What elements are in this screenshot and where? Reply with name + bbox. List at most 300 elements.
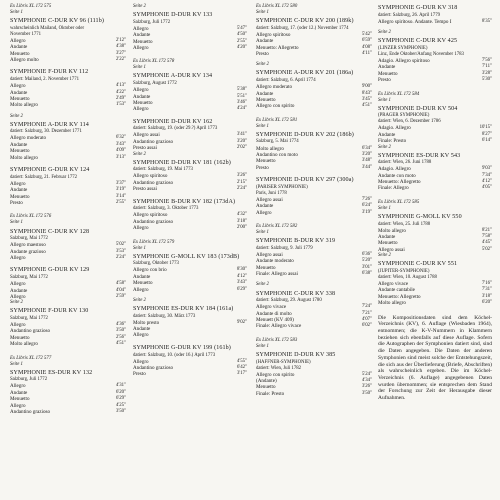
spacer [256, 330, 372, 338]
column-2 [133, 4, 247, 378]
movement-duration: 5'30" [481, 77, 492, 83]
symphony-title: SYMPHONIE A-DUR KV 134 [133, 73, 213, 80]
movement-duration: 6'32" [115, 135, 126, 141]
movement-duration: 4'05" [481, 185, 492, 191]
movement-name: Adagio. Allegro [378, 166, 411, 173]
movement-duration: 4'12" [236, 273, 247, 279]
symphony-info: Salzburg, Mai 1772 [10, 236, 48, 242]
movement-name: Allegro [133, 106, 149, 113]
symphony-info: Salzburg, Oktober 1773 [133, 261, 179, 267]
symphony-info: datiert: Salzburg, 9. Juli 1779 [256, 245, 313, 251]
movement-name: Allegro spiritoso [133, 212, 168, 219]
movement-duration: 4'51" [115, 341, 126, 347]
movement-row [133, 371, 247, 377]
movement-duration: 4'51" [361, 103, 372, 109]
movement-duration: 2'24" [236, 186, 247, 192]
symphony-title: SYMPHONIE G-DUR KV 318 [378, 5, 458, 11]
movement-duration: 6'29" [115, 396, 126, 402]
symphony-title: SYMPHONIE C-DUR KV 425 [378, 38, 458, 45]
movement-name: Finale: Presto [256, 390, 285, 397]
movement-name: Andante moderato [256, 258, 294, 265]
movement-duration: 5'02" [481, 246, 492, 252]
movement-duration: 4'24" [236, 106, 247, 112]
symphony-info: datiert: Wien, 26. Juni 1788 [378, 160, 432, 166]
movement-name: Allegro [256, 209, 272, 216]
movement-name: Andante grazioso [10, 248, 46, 255]
movement-duration: 3'19" [361, 209, 372, 215]
spacer [378, 84, 492, 92]
movement-name: Andantino con moto [256, 151, 298, 158]
symphony-title: SYMPHONIE B-DUR KV 182 (173dA) [133, 198, 236, 205]
movement-name: Allegro spiritoso. Andante. Tempo I [378, 18, 452, 25]
record-side-label: Seite 1 [256, 123, 269, 129]
movement-name: Andante [10, 287, 28, 294]
movement-duration: 3'20" [361, 151, 372, 157]
movement-duration: 8'35" [481, 18, 492, 24]
movement-name: Andantino grazioso [133, 218, 174, 225]
record-side-label: Seite 2 [378, 30, 391, 36]
record-side-label: Seite 2 [378, 144, 391, 150]
movement-name: Finale: Allegro assai [256, 271, 298, 278]
record-side-label: Seite 1 [133, 65, 146, 71]
movement-name: Andante con moto [378, 172, 416, 179]
movement-duration: 2'49" [115, 95, 126, 101]
movement-name: Allegro [133, 358, 149, 365]
record-side-label: Seite 1 [378, 205, 391, 211]
movement-duration: 3'28" [481, 70, 492, 76]
record-side-label: Seite 2 [378, 253, 391, 259]
symphony-title: SYMPHONIE B-DUR KV 319 [256, 238, 336, 245]
movement-name: Presto [378, 77, 391, 84]
movement-name: Menuetto [10, 396, 30, 403]
movement-name: Molto allegro [378, 300, 406, 307]
movement-name: Molto allegro [10, 154, 38, 161]
symphony-title: SYMPHONIE C-DUR KV 551 [378, 261, 458, 268]
symphony-info: Salzburg, August 1772 [133, 81, 177, 87]
column-3 [256, 4, 372, 397]
symphony-info: datiert: Salzburg, 21. Februar 1772 [10, 174, 78, 180]
movement-duration: 6'29" [236, 286, 247, 292]
movement-name: Allegro [133, 44, 149, 51]
movement-name: Allegro moderato [256, 84, 293, 91]
spacer [256, 110, 372, 118]
movement-name: Allegro [10, 383, 26, 390]
movement-name: Allegro [133, 87, 149, 94]
movement-duration: 8'30" [236, 267, 247, 273]
movement-duration: 4'55" [236, 358, 247, 364]
movement-duration: 6'20" [481, 300, 492, 306]
movement-duration: 4'22" [115, 89, 126, 95]
symphony-title: SYMPHONIE ES-DUR KV 132 [10, 369, 93, 376]
record-side-label: Seite 1 [256, 343, 269, 349]
record-catalog-number: Ex Libris XL 172 575 [10, 4, 52, 9]
movement-duration: 3'43" [236, 280, 247, 286]
movement-name: Adagio. Allegro [378, 125, 411, 132]
movement-duration: 6'36" [361, 251, 372, 257]
spacer [10, 161, 126, 166]
column-4 [378, 4, 492, 402]
movement-duration: 4'20" [236, 44, 247, 50]
movement-duration: 9'02" [236, 319, 247, 325]
symphony-title: SYMPHONIE ES-DUR KV 184 (161a) [133, 305, 234, 312]
movement-name: Menuetto [378, 240, 398, 247]
movement-duration: 2'22" [115, 57, 126, 63]
record-catalog-number: Ex Libris XL 172 580 [256, 4, 298, 9]
movement-name: Menuetto [10, 50, 30, 57]
record-side-label: Seite 2 [133, 4, 146, 9]
record-side-label: Seite 1 [378, 97, 391, 103]
movement-name: Andante [133, 326, 151, 333]
movement-name: Allegro [10, 83, 26, 90]
symphony-title: SYMPHONIE D-DUR KV 133 [133, 12, 213, 19]
movement-duration: 3'48" [361, 158, 372, 164]
symphony-title: SYMPHONIE G-DUR KV 129 [10, 267, 90, 274]
movement-name: Menuetto [256, 158, 276, 165]
movement-duration: 3'41" [236, 132, 247, 138]
movement-name: Andante [133, 273, 151, 280]
movement-name: Allegro con brio [133, 267, 167, 274]
symphony-title: SYMPHONIE G-MOLL KV 550 [378, 213, 462, 220]
movement-name: Menuetto [256, 264, 276, 271]
movement-name: Andante [10, 389, 28, 396]
movement-duration: 3'50" [361, 390, 372, 396]
movement-name: Menuetto [378, 70, 398, 77]
movement-name: Menuett (KV 409) [256, 317, 294, 324]
record-catalog-number: Ex Libris XL 172 577 [10, 355, 52, 361]
movement-name: Menuetto [10, 334, 30, 341]
movement-name: Presto [133, 371, 146, 378]
movement-name: Allegro assai [378, 246, 405, 253]
movement-name: Andante [133, 32, 151, 39]
symphony-title: SYMPHONIE A-DUR KV 114 [10, 121, 89, 128]
movement-duration: 5'42" [361, 31, 372, 37]
spacer [10, 348, 126, 356]
movement-name: Andante [378, 64, 396, 71]
symphony-title: SYMPHONIE ES-DUR KV 543 [378, 152, 461, 159]
movement-name: Andante [10, 187, 28, 194]
movement-name: Menuetto [133, 38, 153, 45]
movement-name: Andante [10, 89, 28, 96]
movement-duration: 3'01" [361, 264, 372, 270]
movement-duration: 5'51" [236, 93, 247, 99]
movement-name: Allegro vivace [378, 281, 409, 288]
movement-name: Presto assai [133, 145, 157, 152]
movement-name: Allegro assai [256, 196, 283, 203]
movement-name: Finale: Allegro [378, 185, 409, 192]
symphony-info: wahrscheinlich Mailand, Oktober oder [10, 25, 85, 31]
symphony-info: November 1771 [10, 31, 42, 37]
spacer [378, 307, 492, 315]
symphony-info: datiert: Salzburg, 19. Mai 1773 [133, 167, 193, 173]
movement-name: Andantino grazioso [133, 179, 174, 186]
movement-duration: 2'00" [236, 225, 247, 231]
movement-duration: 7'26" [361, 196, 372, 202]
movement-duration: 4'34" [361, 378, 372, 384]
movement-name: Andante [256, 38, 274, 45]
movement-name: Andantino grazioso [133, 138, 174, 145]
movement-name: Molto allegro [378, 227, 406, 234]
movement-name: Allegro [133, 25, 149, 32]
record-catalog-number: Ex Libris XL 172 581 [256, 117, 298, 123]
movement-duration: 6'34" [361, 145, 372, 151]
movement-duration: 3'43" [115, 141, 126, 147]
movement-name: Molto allegro [10, 102, 38, 109]
symphony-info: Salzburg, Juli 1772 [10, 377, 48, 383]
movement-duration: 9'00" [361, 84, 372, 90]
movement-duration: 4'45" [481, 240, 492, 246]
record-catalog-number: Ex Libris XL 172 584 [378, 91, 420, 97]
movement-duration: 3'14" [115, 193, 126, 199]
movement-name: Allegro spiritoso [133, 173, 168, 180]
movement-duration: 2'59" [115, 293, 126, 299]
movement-duration: 1'53" [115, 102, 126, 108]
movement-name: Andantino grazioso [10, 328, 51, 335]
symphony-title: SYMPHONIE C-DUR KV 338 [256, 290, 336, 297]
symphony-info: (PARISER SYMPHONIE) [256, 184, 308, 190]
spacer [10, 206, 126, 214]
movement-name: Allegro [10, 293, 26, 300]
spacer [133, 113, 247, 118]
symphony-info: Salzburg, Mai 1772 [10, 275, 48, 281]
symphony-info: datiert: Salzburg, 3. Oktober 1773 [133, 206, 199, 212]
movement-name: Menuetto: Allegretto [378, 179, 421, 186]
symphony-title: SYMPHONIE D-DUR KV 162 [133, 118, 213, 125]
movement-duration: 7'11" [482, 64, 492, 70]
movement-name: Menuetto [10, 193, 30, 200]
record-side-label: Seite 2 [10, 113, 23, 119]
movement-duration: 4'12" [481, 179, 492, 185]
movement-duration: 3'50" [115, 328, 126, 334]
symphony-info: datiert: Salzburg, 10. (oder 16.) April 1773 [133, 352, 216, 358]
symphony-info: Linz, Ende Oktober/Anfang November 1783 [378, 51, 464, 57]
movement-name: Allegro maestoso [10, 242, 46, 249]
movement-name: Menuetto [133, 99, 153, 106]
movement-duration: 3'20" [236, 138, 247, 144]
movement-name: Allegro [10, 322, 26, 329]
movement-name: Menuetto [256, 384, 276, 391]
symphony-info: (JUPITER-SYMPHONIE) [378, 268, 430, 274]
movement-duration: 5'47" [236, 25, 247, 31]
movement-duration: 6'42" [236, 365, 247, 370]
record-catalog-number: Ex Libris XL 172 579 [133, 239, 175, 245]
movement-name: Menuetto [256, 96, 276, 103]
record-side-label: Seite 2 [256, 62, 269, 68]
movement-duration: 3'26" [236, 173, 247, 179]
movement-duration: 8'21" [481, 227, 492, 233]
movement-duration: 2'55" [236, 38, 247, 44]
symphony-info: datiert: Wien, Juli 1782 [256, 365, 302, 371]
movement-duration: 3'18" [236, 218, 247, 224]
movement-name: Allegro [133, 286, 149, 293]
movement-duration: 4'25" [115, 402, 126, 408]
movement-duration: 3'46" [236, 99, 247, 105]
movement-name: (Andante) [256, 378, 277, 385]
movement-duration: 7'24" [361, 304, 372, 310]
record-side-label: Seite 1 [10, 361, 23, 367]
symphony-title: SYMPHONIE A-DUR KV 201 (186a) [256, 70, 354, 77]
movement-duration: 4'32" [236, 212, 247, 218]
symphony-info: datiert: Salzburg, 30. Dezember 1771 [10, 129, 82, 135]
movement-name: Allegro [10, 37, 26, 44]
movement-duration: 4'08" [361, 44, 372, 50]
record-side-label: Seite 2 [133, 151, 146, 157]
record-side-label: Seite 2 [256, 282, 269, 288]
movement-duration: 6'02" [361, 323, 372, 329]
movement-name: Presto [10, 200, 23, 207]
movement-duration: 6'59" [361, 38, 372, 44]
movement-duration: 3'18" [481, 293, 492, 299]
spacer [133, 339, 247, 344]
movement-duration: 2'56" [115, 334, 126, 340]
symphony-info: Salzburg, Mai 1772 [10, 316, 48, 322]
movement-duration: 7'56" [481, 57, 492, 63]
movement-name: Allegro molto [10, 57, 39, 64]
movement-duration: 4'36" [115, 322, 126, 328]
spacer [10, 63, 126, 68]
movement-name: Menuetto [10, 95, 30, 102]
movement-name: Allegro [10, 180, 26, 187]
record-side-label: Seite 1 [10, 220, 23, 226]
symphony-info: datiert: Wien, 25. Juli 1788 [378, 221, 431, 227]
movement-duration: 4'04" [115, 287, 126, 293]
movement-name: Allegro [133, 225, 149, 232]
symphony-info: datiert: Wien, 10. August 1788 [378, 275, 437, 280]
movement-name: Finale: Allegro vivace [256, 323, 302, 330]
movement-duration: 4'58" [115, 281, 126, 287]
movement-duration: 2'55" [115, 200, 126, 206]
movement-name: Molto presto [133, 319, 160, 326]
record-catalog-number: Ex Libris XL 172 583 [256, 337, 298, 343]
movement-duration: 6'14" [481, 138, 492, 144]
movement-duration: 9'03" [481, 166, 492, 172]
record-side-label: Seite 1 [133, 245, 146, 251]
movement-duration: 4'13" [115, 83, 126, 89]
movement-name: Andante di molto [256, 310, 292, 317]
movement-duration: 8'43" [361, 90, 372, 96]
movement-duration: 4'50" [236, 32, 247, 38]
movement-duration: 5'24" [361, 371, 372, 377]
movement-duration: 10'15" [479, 125, 492, 131]
symphony-info: datiert: Wien, 6. Dezember 1786 [378, 119, 441, 125]
movement-name: Adagio. Allegro spiritoso [378, 57, 430, 64]
movement-duration: 7'31" [481, 287, 492, 293]
movement-duration: 7'21" [361, 310, 372, 316]
symphony-info: datiert: Salzburg, 6. April 1774 [256, 78, 316, 84]
record-side-label: Seite 2 [10, 300, 23, 306]
spacer [133, 232, 247, 240]
movement-name: Presto [256, 50, 269, 57]
symphony-title: SYMPHONIE D-DUR KV 181 (162b) [133, 159, 231, 166]
symphony-title: SYMPHONIE D-DUR KV 202 (186b) [256, 131, 354, 138]
symphony-info: (HAFFNER-SYMPHONIE) [256, 359, 311, 365]
movement-duration: 3'26" [361, 384, 372, 390]
symphony-info: Salzburg, Juli 1772 [133, 19, 171, 25]
movement-duration: 3'53" [115, 248, 126, 254]
symphony-info: datiert: Mailand, 2. November 1771 [10, 77, 80, 83]
movement-duration: 3'27" [115, 50, 126, 56]
column-1 [10, 4, 126, 416]
movement-name: Allegro [133, 332, 149, 339]
movement-name: Molto allegro [256, 145, 284, 152]
movement-name: Allegro spiritoso [256, 31, 291, 38]
movement-name: Andante [378, 131, 396, 138]
movement-duration: 3'13" [115, 154, 126, 160]
movement-duration: 7'34" [481, 172, 492, 178]
movement-duration: 6'38" [361, 271, 372, 277]
record-side-label: Seite 1 [10, 10, 23, 16]
symphony-title: SYMPHONIE C-DUR KV 200 (189k) [256, 18, 354, 25]
spacer [133, 51, 247, 59]
record-catalog-number: Ex Libris XL 172 582 [256, 224, 298, 230]
symphony-title: SYMPHONIE D-DUR KV 504 [378, 105, 458, 112]
symphony-title: SYMPHONIE G-DUR KV 124 [10, 167, 90, 174]
movement-duration: 2'02" [236, 145, 247, 151]
movement-name: Andante [378, 234, 396, 241]
symphony-title: SYMPHONIE D-DUR KV 297 (300a) [256, 177, 354, 184]
movement-name: Andantino grazioso [133, 365, 174, 371]
movement-name: Presto [256, 164, 269, 171]
movement-duration: 4'07" [361, 317, 372, 323]
movement-name: Allegro assai [133, 132, 160, 139]
movement-name: Allegro vivace [256, 304, 287, 311]
movement-name: Molto allegro [10, 341, 38, 348]
movement-name: Allegro [10, 402, 26, 409]
record-catalog-number: Ex Libris XL 172 576 [10, 214, 52, 220]
movement-name: Menuetto [133, 280, 153, 287]
spacer [256, 171, 372, 176]
movement-duration: 3'19" [115, 187, 126, 193]
movement-name: Allegro moderato [10, 135, 47, 142]
movement-duration: 2'15" [236, 179, 247, 185]
movement-duration: 7'16" [481, 281, 492, 287]
symphony-title: SYMPHONIE G-MOLL KV 183 (173dB) [133, 253, 240, 260]
record-catalog-number: Ex Libris XL 172 578 [133, 59, 175, 65]
symphony-title: SYMPHONIE D-DUR KV 385 [256, 351, 336, 358]
movement-name: Allegro [10, 281, 26, 288]
spacer [133, 193, 247, 198]
movement-duration: 8'27" [481, 131, 492, 137]
symphony-info: datiert: Salzburg, 29. August 1780 [256, 298, 322, 304]
symphony-info: Salzburg, 5. Mai 1774 [256, 139, 299, 145]
movement-name: Allegro assai [256, 251, 283, 258]
record-catalog-number: Ex Libris XL 172 585 [378, 199, 420, 205]
record-side-label: Seite 1 [256, 10, 269, 16]
movement-duration: 5'20" [361, 258, 372, 264]
movement-duration: 4'38" [115, 44, 126, 50]
symphony-info: datiert: Salzburg, 19. (oder 29.?) April 1773 [133, 126, 218, 132]
movement-duration: 4'31" [115, 383, 126, 389]
movement-row [256, 391, 372, 397]
movement-duration: 3'44" [361, 164, 372, 170]
movement-name: Menuetto: Allegretto [256, 44, 299, 51]
movement-name: Allegro con spirito [256, 103, 295, 110]
symphony-title: SYMPHONIE F-DUR KV 112 [10, 69, 89, 76]
symphony-info: datiert: Salzburg, 30. März 1773 [133, 313, 196, 319]
movement-duration: 2'24" [115, 255, 126, 261]
movement-duration: 6'24" [361, 203, 372, 209]
spacer [256, 216, 372, 224]
movement-name: Presto assai [133, 186, 157, 193]
movement-duration: 7'58" [481, 234, 492, 240]
symphony-title: SYMPHONIE G-DUR KV 199 (161b) [133, 344, 231, 351]
movement-name: Andante [133, 93, 151, 100]
movement-name: Allegro con spirito [256, 371, 295, 378]
symphony-info: datiert: Salzburg, 26. April 1779 [378, 12, 440, 18]
movement-duration: 3'37" [115, 180, 126, 186]
symphony-title: SYMPHONIE C-DUR KV 96 (111b) [10, 18, 104, 25]
movement-duration: 3'50" [115, 409, 126, 415]
movement-name: Allegro [10, 255, 26, 262]
